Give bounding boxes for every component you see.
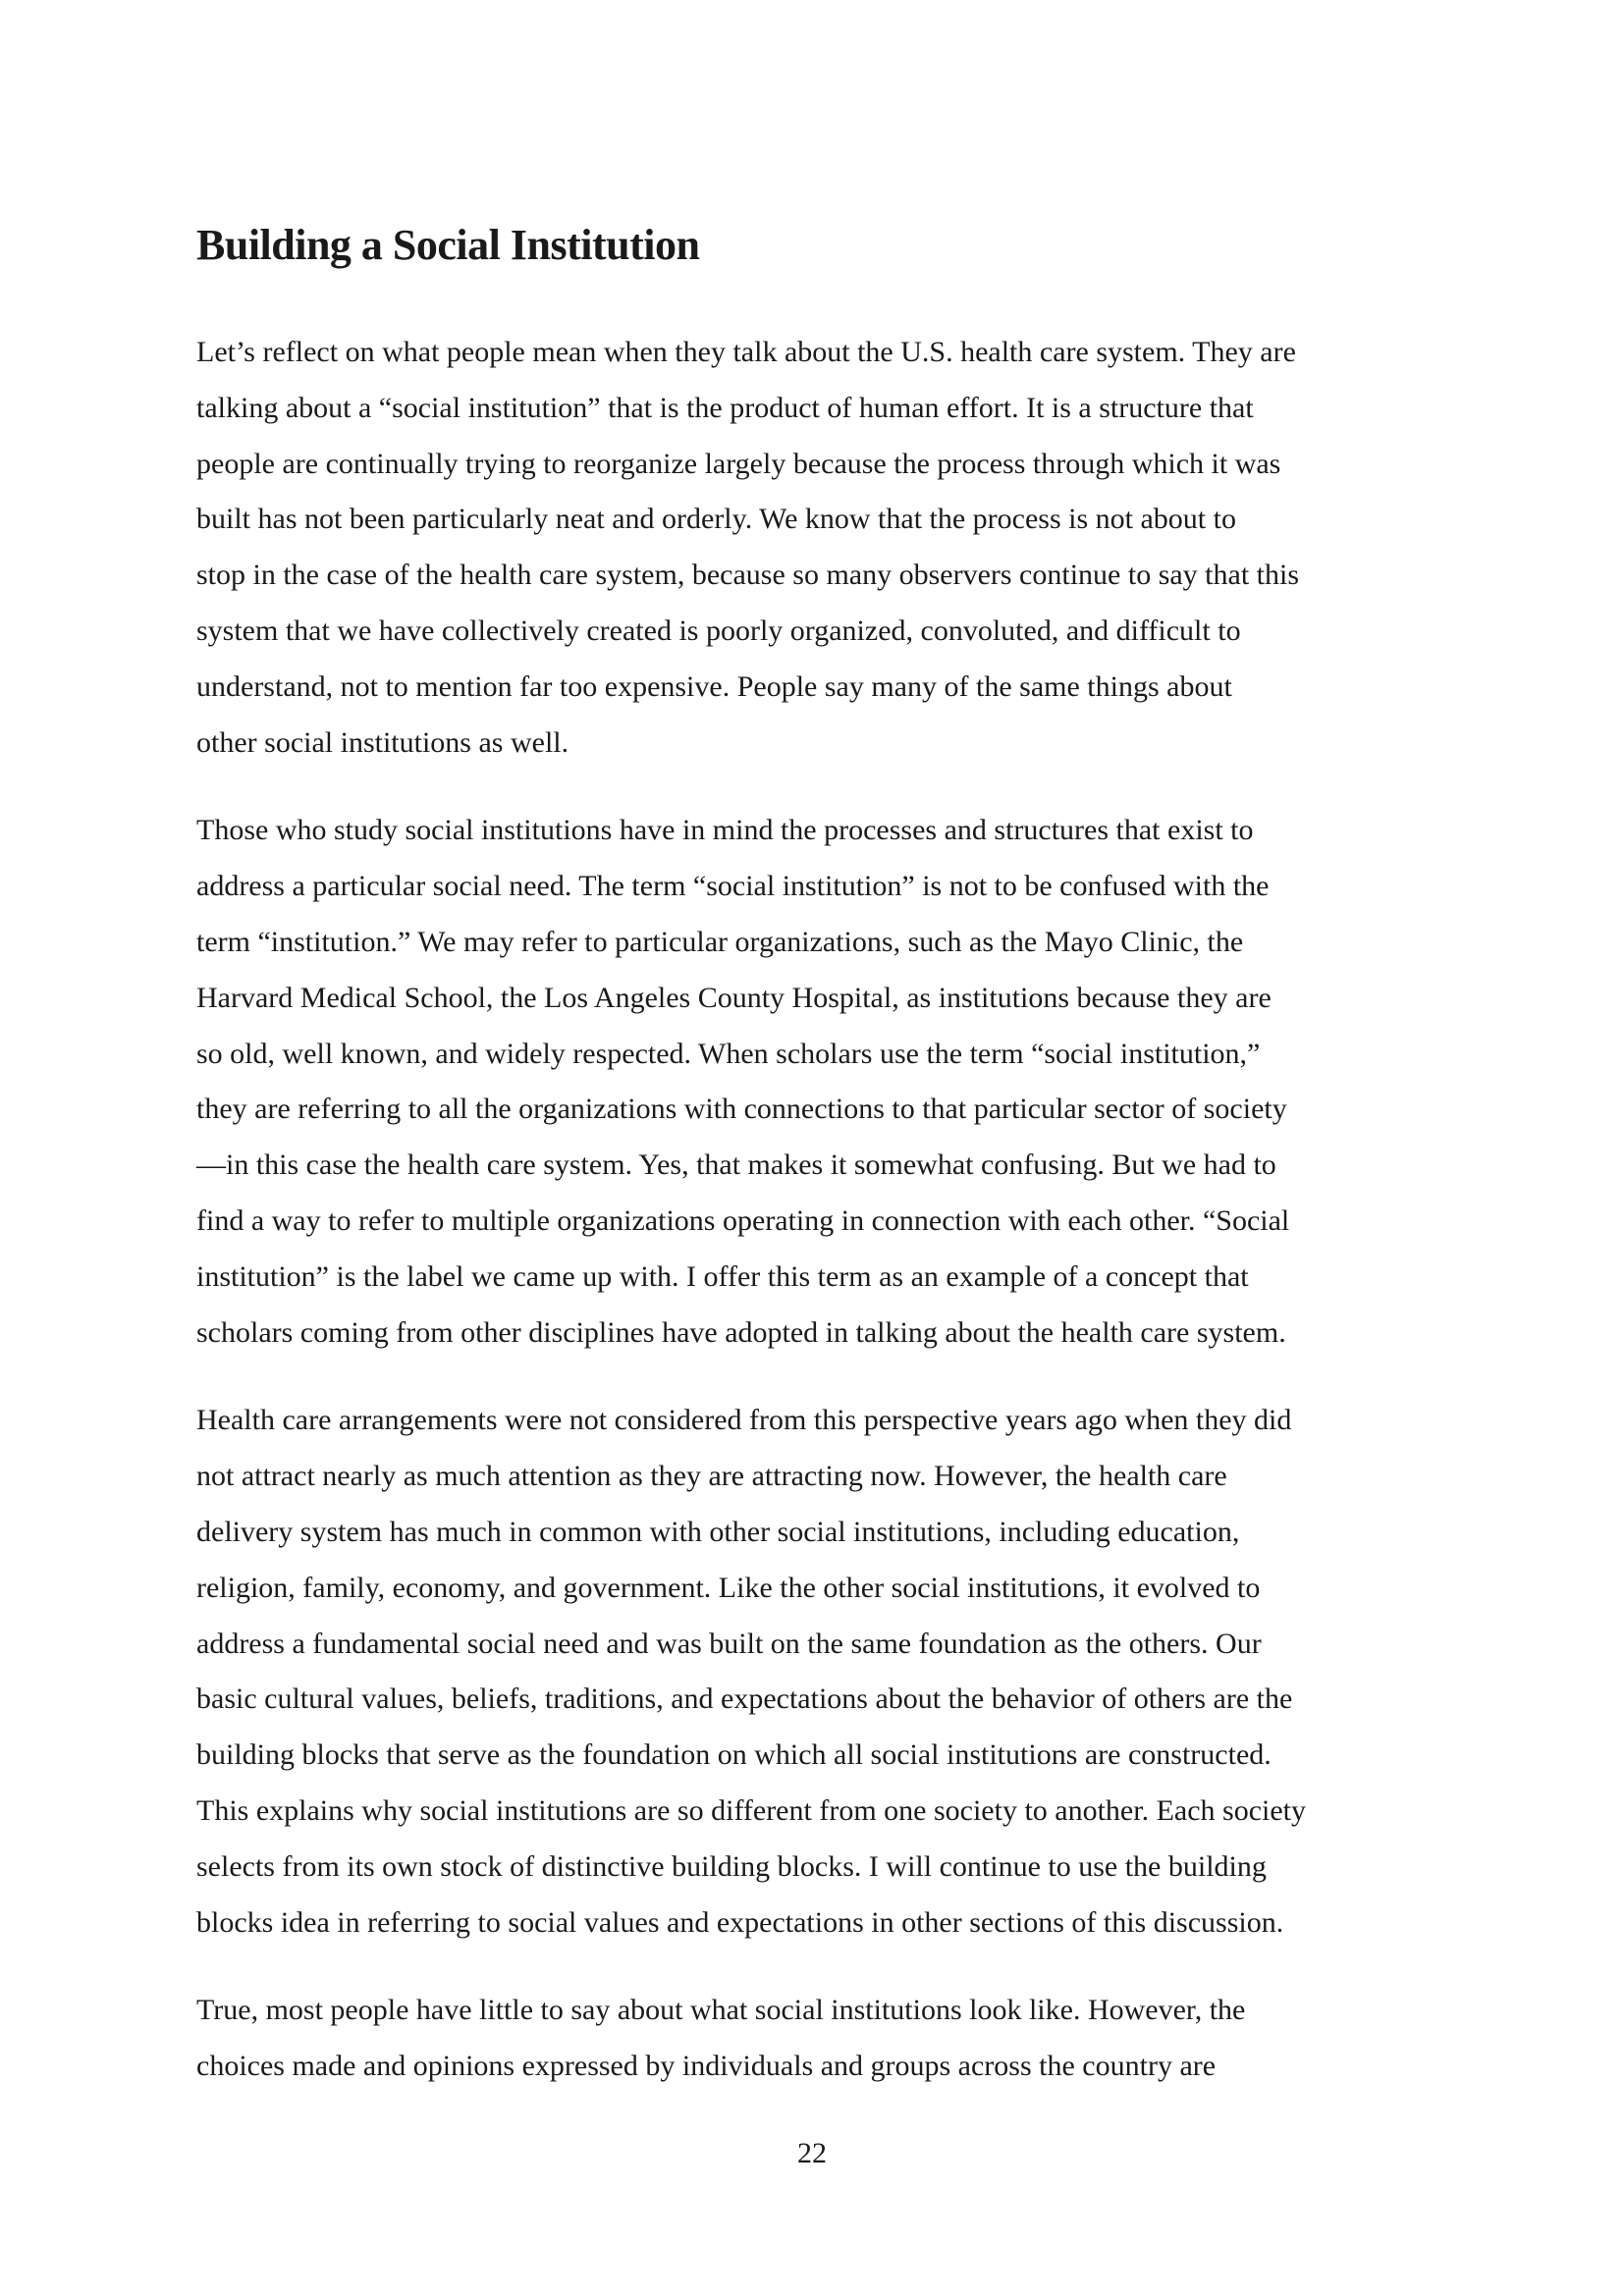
- text-line: address a fundamental social need and was built on the same foundation as the others. Our: [196, 1627, 1262, 1660]
- text-line: system that we have collectively created is poorly organized, convoluted, and difficult to: [196, 614, 1241, 647]
- text-line: talking about a “social institution” that is the product of human effort. It is a structure that: [196, 391, 1254, 424]
- text-line: Let’s reflect on what people mean when they talk about the U.S. health care system. They are: [196, 336, 1296, 368]
- text-line: find a way to refer to multiple organizations operating in connection with each other. “Social: [196, 1203, 1290, 1237]
- text-line: selects from its own stock of distinctive building blocks. I will continue to use the building: [196, 1849, 1267, 1883]
- text-line: Harvard Medical School, the Los Angeles County Hospital, as institutions because they are: [196, 981, 1272, 1014]
- text-line: understand, not to mention far too expensive. People say many of the same things about: [196, 669, 1232, 703]
- text-line: True, most people have little to say about what social institutions look like. However, the: [196, 1994, 1246, 2027]
- text-line: blocks idea in referring to social values and expectations in other sections of this discussion.: [196, 1905, 1284, 1939]
- text-line: religion, family, economy, and government. Like the other social institutions, it evolved to: [196, 1571, 1261, 1604]
- text-line: Those who study social institutions have in mind the processes and structures that exist to: [196, 814, 1254, 847]
- paragraph-1: [196, 325, 1434, 771]
- text-line: not attract nearly as much attention as they are attracting now. However, the health care: [196, 1460, 1227, 1493]
- section-heading: Building a Social Institution: [196, 221, 700, 269]
- paragraph-4: [196, 1983, 1434, 2095]
- text-line: term “institution.” We may refer to particular organizations, such as the Mayo Clinic, the: [196, 925, 1244, 958]
- text-line: —in this case the health care system. Yes, that makes it somewhat confusing. But we had to: [196, 1148, 1276, 1182]
- text-line: address a particular social need. The term “social institution” is not to be confused with the: [196, 870, 1270, 903]
- text-line: basic cultural values, beliefs, traditions, and expectations about the behavior of others are the: [196, 1682, 1293, 1716]
- text-line: they are referring to all the organizations with connections to that particular sector of society: [196, 1093, 1287, 1126]
- text-line: built has not been particularly neat and orderly. We know that the process is not about to: [196, 503, 1236, 536]
- text-line: scholars coming from other disciplines have adopted in talking about the health care system.: [196, 1315, 1286, 1349]
- text-line: delivery system has much in common with other social institutions, including education,: [196, 1515, 1240, 1548]
- text-line: people are continually trying to reorganize largely because the process through which it was: [196, 447, 1281, 480]
- text-line: institution” is the label we came up with. I offer this term as an example of a concept that: [196, 1259, 1249, 1293]
- text-line: This explains why social institutions are so different from one society to another. Each society: [196, 1793, 1307, 1827]
- text-line: building blocks that serve as the foundation on which all social institutions are constructed.: [196, 1738, 1272, 1772]
- body-text: [196, 325, 1434, 2127]
- page-number: 22: [797, 2137, 827, 2169]
- text-line: stop in the case of the health care system, because so many observers continue to say that this: [196, 559, 1300, 592]
- text-line: choices made and opinions expressed by individuals and groups across the country are: [196, 2050, 1217, 2083]
- text-line: so old, well known, and widely respected. When scholars use the term “social institution,”: [196, 1037, 1261, 1070]
- paragraph-2: [196, 803, 1434, 1361]
- paragraph-3: [196, 1393, 1434, 1950]
- text-line: Health care arrangements were not considered from this perspective years ago when they did: [196, 1404, 1292, 1437]
- text-line: other social institutions as well.: [196, 725, 569, 759]
